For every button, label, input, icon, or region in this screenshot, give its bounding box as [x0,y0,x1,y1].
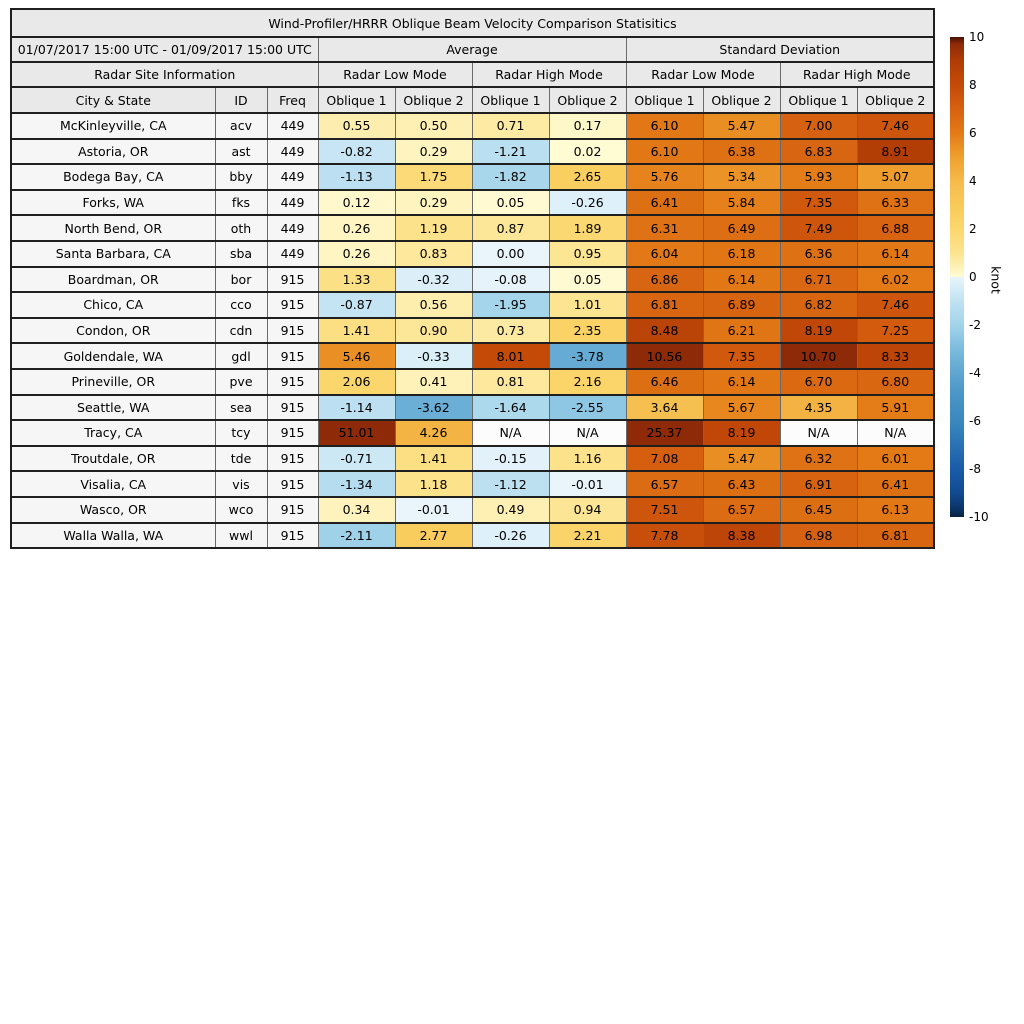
city-cell: Walla Walla, WA [11,523,215,549]
column-header-row [11,87,934,113]
table-body [11,113,934,548]
table-row [11,446,934,472]
city-cell: Visalia, CA [11,471,215,497]
value-cell: 5.76 [626,164,703,190]
table-row [11,471,934,497]
value-cell: -1.13 [318,164,395,190]
column-header-oblique: Oblique 2 [395,87,472,113]
value-cell: 6.70 [780,369,857,395]
colorbar [950,30,1004,524]
value-cell: N/A [857,420,934,446]
value-cell: 6.83 [780,139,857,165]
value-cell: 6.71 [780,267,857,293]
colorbar-tick-label: 10 [969,30,985,44]
value-cell: 1.19 [395,215,472,241]
city-cell: Chico, CA [11,292,215,318]
table-row [11,343,934,369]
value-cell: -0.26 [472,523,549,549]
colorbar-tick-label: -4 [969,366,981,380]
city-cell: McKinleyville, CA [11,113,215,139]
colorbar-tick-label: 6 [969,126,977,140]
stat-group-header-stddev: Standard Deviation [626,37,934,62]
column-header-id: ID [215,87,267,113]
site-info-header: Radar Site Information [11,62,318,87]
group-header-row [11,37,934,62]
value-cell: 10.70 [780,343,857,369]
city-cell: Tracy, CA [11,420,215,446]
value-cell: 0.29 [395,139,472,165]
city-cell: Goldendale, WA [11,343,215,369]
table-row [11,241,934,267]
value-cell: 7.49 [780,215,857,241]
table-row [11,215,934,241]
value-cell: -0.01 [549,471,626,497]
value-cell: 0.87 [472,215,549,241]
value-cell: N/A [549,420,626,446]
site-id-cell: cdn [215,318,267,344]
value-cell: 0.00 [472,241,549,267]
table-row [11,267,934,293]
value-cell: N/A [472,420,549,446]
value-cell: 8.33 [857,343,934,369]
value-cell: 6.98 [780,523,857,549]
value-cell: 6.81 [857,523,934,549]
table-row [11,497,934,523]
value-cell: 6.57 [626,471,703,497]
value-cell: 7.00 [780,113,857,139]
value-cell: 0.90 [395,318,472,344]
value-cell: -0.87 [318,292,395,318]
value-cell: 6.43 [703,471,780,497]
value-cell: 5.67 [703,395,780,421]
value-cell: 0.17 [549,113,626,139]
mode-header-avg-low: Radar Low Mode [318,62,472,87]
site-id-cell: gdl [215,343,267,369]
colorbar-tick-label: -2 [969,318,981,332]
mode-header-avg-high: Radar High Mode [472,62,626,87]
value-cell: 6.91 [780,471,857,497]
value-cell: 2.16 [549,369,626,395]
value-cell: 7.51 [626,497,703,523]
mode-header-std-high: Radar High Mode [780,62,934,87]
city-cell: Seattle, WA [11,395,215,421]
value-cell: 5.47 [703,446,780,472]
value-cell: 6.01 [857,446,934,472]
value-cell: 6.81 [626,292,703,318]
value-cell: 8.19 [703,420,780,446]
city-cell: Condon, OR [11,318,215,344]
value-cell: 6.18 [703,241,780,267]
value-cell: 5.34 [703,164,780,190]
city-cell: Prineville, OR [11,369,215,395]
value-cell: 5.46 [318,343,395,369]
site-id-cell: tde [215,446,267,472]
value-cell: 8.38 [703,523,780,549]
site-id-cell: sea [215,395,267,421]
value-cell: 5.91 [857,395,934,421]
freq-cell: 915 [267,420,318,446]
value-cell: 6.88 [857,215,934,241]
value-cell: 6.13 [857,497,934,523]
colorbar-tick-label: -10 [969,510,989,524]
value-cell: 2.77 [395,523,472,549]
value-cell: -0.82 [318,139,395,165]
stats-table [10,8,935,549]
value-cell: -0.33 [395,343,472,369]
city-cell: Forks, WA [11,190,215,216]
value-cell: -0.32 [395,267,472,293]
site-id-cell: vis [215,471,267,497]
value-cell: 1.41 [395,446,472,472]
value-cell: 1.18 [395,471,472,497]
city-cell: Wasco, OR [11,497,215,523]
value-cell: 6.57 [703,497,780,523]
value-cell: 7.08 [626,446,703,472]
value-cell: 6.41 [857,471,934,497]
value-cell: -1.64 [472,395,549,421]
value-cell: -3.78 [549,343,626,369]
freq-cell: 915 [267,318,318,344]
freq-cell: 915 [267,497,318,523]
freq-cell: 449 [267,164,318,190]
column-header-city: City & State [11,87,215,113]
column-header-oblique: Oblique 2 [857,87,934,113]
site-id-cell: cco [215,292,267,318]
colorbar-tick-label: -8 [969,462,981,476]
value-cell: 6.14 [703,369,780,395]
table-row [11,369,934,395]
value-cell: 7.46 [857,113,934,139]
value-cell: 2.35 [549,318,626,344]
value-cell: -0.08 [472,267,549,293]
table-row [11,395,934,421]
mode-header-row [11,62,934,87]
freq-cell: 449 [267,139,318,165]
value-cell: 3.64 [626,395,703,421]
value-cell: 0.95 [549,241,626,267]
value-cell: 6.80 [857,369,934,395]
value-cell: 0.26 [318,215,395,241]
value-cell: 6.86 [626,267,703,293]
colorbar-tick-label: 4 [969,174,977,188]
value-cell: 0.12 [318,190,395,216]
value-cell: 6.21 [703,318,780,344]
value-cell: 6.49 [703,215,780,241]
value-cell: 7.78 [626,523,703,549]
freq-cell: 915 [267,523,318,549]
value-cell: 0.41 [395,369,472,395]
freq-cell: 449 [267,190,318,216]
city-cell: Santa Barbara, CA [11,241,215,267]
column-header-oblique: Oblique 1 [472,87,549,113]
value-cell: 7.25 [857,318,934,344]
value-cell: -1.14 [318,395,395,421]
value-cell: 7.46 [857,292,934,318]
table-row [11,523,934,549]
site-id-cell: acv [215,113,267,139]
column-header-oblique: Oblique 2 [703,87,780,113]
colorbar-tick-label: 8 [969,78,977,92]
value-cell: 2.21 [549,523,626,549]
mode-header-std-low: Radar Low Mode [626,62,780,87]
value-cell: 6.38 [703,139,780,165]
freq-cell: 915 [267,292,318,318]
city-cell: North Bend, OR [11,215,215,241]
value-cell: -0.26 [549,190,626,216]
freq-cell: 915 [267,471,318,497]
colorbar-unit-label: knot [988,266,1004,294]
value-cell: 6.10 [626,139,703,165]
value-cell: 2.65 [549,164,626,190]
value-cell: 0.71 [472,113,549,139]
freq-cell: 449 [267,241,318,267]
value-cell: 8.48 [626,318,703,344]
value-cell: 6.89 [703,292,780,318]
value-cell: 6.14 [703,267,780,293]
value-cell: 6.14 [857,241,934,267]
column-header-oblique: Oblique 1 [780,87,857,113]
site-id-cell: pve [215,369,267,395]
value-cell: 5.93 [780,164,857,190]
table-row [11,318,934,344]
value-cell: 6.31 [626,215,703,241]
value-cell: 0.02 [549,139,626,165]
value-cell: 0.26 [318,241,395,267]
value-cell: 6.10 [626,113,703,139]
table-row [11,190,934,216]
freq-cell: 915 [267,343,318,369]
value-cell: 7.35 [703,343,780,369]
city-cell: Bodega Bay, CA [11,164,215,190]
value-cell: -0.71 [318,446,395,472]
value-cell: 0.56 [395,292,472,318]
table-row [11,139,934,165]
site-id-cell: bby [215,164,267,190]
value-cell: 51.01 [318,420,395,446]
value-cell: 1.16 [549,446,626,472]
column-header-freq: Freq [267,87,318,113]
freq-cell: 915 [267,369,318,395]
value-cell: -0.15 [472,446,549,472]
value-cell: -0.01 [395,497,472,523]
site-id-cell: tcy [215,420,267,446]
value-cell: 1.41 [318,318,395,344]
value-cell: -1.82 [472,164,549,190]
site-id-cell: wwl [215,523,267,549]
city-cell: Troutdale, OR [11,446,215,472]
value-cell: 0.29 [395,190,472,216]
value-cell: 1.75 [395,164,472,190]
value-cell: 1.89 [549,215,626,241]
site-id-cell: ast [215,139,267,165]
colorbar-tick-label: 0 [969,270,977,284]
value-cell: -1.21 [472,139,549,165]
table-row [11,164,934,190]
freq-cell: 449 [267,113,318,139]
table-row [11,113,934,139]
date-range-cell: 01/07/2017 15:00 UTC - 01/09/2017 15:00 UTC [11,37,318,62]
table-row [11,292,934,318]
value-cell: -2.11 [318,523,395,549]
value-cell: 6.36 [780,241,857,267]
value-cell: 5.07 [857,164,934,190]
value-cell: 6.41 [626,190,703,216]
site-id-cell: bor [215,267,267,293]
freq-cell: 915 [267,267,318,293]
freq-cell: 915 [267,446,318,472]
value-cell: 0.34 [318,497,395,523]
value-cell: N/A [780,420,857,446]
chart-title: Wind-Profiler/HRRR Oblique Beam Velocity Comparison Statisitics [11,9,934,37]
site-id-cell: fks [215,190,267,216]
value-cell: 6.32 [780,446,857,472]
table-row [11,420,934,446]
value-cell: 7.35 [780,190,857,216]
site-id-cell: wco [215,497,267,523]
value-cell: 4.35 [780,395,857,421]
value-cell: 0.55 [318,113,395,139]
value-cell: -1.12 [472,471,549,497]
stat-group-header-average: Average [318,37,626,62]
value-cell: 4.26 [395,420,472,446]
value-cell: 6.45 [780,497,857,523]
value-cell: 6.33 [857,190,934,216]
site-id-cell: sba [215,241,267,267]
freq-cell: 449 [267,215,318,241]
value-cell: 5.84 [703,190,780,216]
city-cell: Astoria, OR [11,139,215,165]
value-cell: 1.01 [549,292,626,318]
value-cell: 10.56 [626,343,703,369]
value-cell: 0.49 [472,497,549,523]
stats-table-container [10,8,935,549]
value-cell: 6.46 [626,369,703,395]
value-cell: 0.50 [395,113,472,139]
value-cell: 0.73 [472,318,549,344]
value-cell: 6.04 [626,241,703,267]
column-header-oblique: Oblique 1 [318,87,395,113]
title-row [11,9,934,37]
value-cell: 25.37 [626,420,703,446]
value-cell: 1.33 [318,267,395,293]
column-header-oblique: Oblique 2 [549,87,626,113]
value-cell: 6.02 [857,267,934,293]
freq-cell: 915 [267,395,318,421]
value-cell: 0.05 [472,190,549,216]
value-cell: 5.47 [703,113,780,139]
value-cell: 0.81 [472,369,549,395]
value-cell: 6.82 [780,292,857,318]
colorbar-tick-label: 2 [969,222,977,236]
value-cell: -1.34 [318,471,395,497]
site-id-cell: oth [215,215,267,241]
value-cell: -2.55 [549,395,626,421]
value-cell: 8.01 [472,343,549,369]
value-cell: 0.94 [549,497,626,523]
column-header-oblique: Oblique 1 [626,87,703,113]
value-cell: 0.83 [395,241,472,267]
value-cell: 8.91 [857,139,934,165]
value-cell: -1.95 [472,292,549,318]
value-cell: 0.05 [549,267,626,293]
value-cell: 8.19 [780,318,857,344]
value-cell: 2.06 [318,369,395,395]
value-cell: -3.62 [395,395,472,421]
city-cell: Boardman, OR [11,267,215,293]
colorbar-tick-label: -6 [969,414,981,428]
